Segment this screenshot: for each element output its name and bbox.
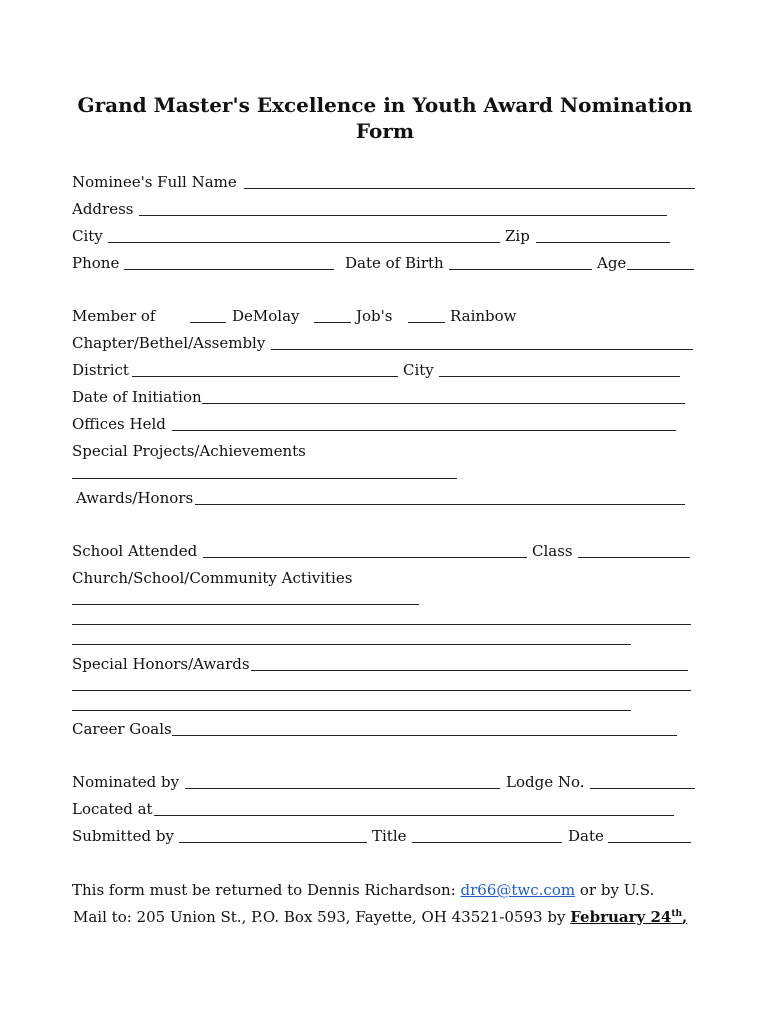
- jobs-checkbox-line[interactable]: [314, 322, 351, 323]
- school-field[interactable]: [203, 557, 527, 558]
- submitted-by-field[interactable]: [179, 842, 367, 843]
- special-honors-field-1[interactable]: [251, 670, 688, 671]
- career-label: Career Goals: [72, 720, 172, 738]
- city2-field[interactable]: [439, 376, 680, 377]
- nominee-name-label: Nominee's Full Name: [72, 173, 237, 191]
- zip-field[interactable]: [536, 242, 670, 243]
- activities-field-2[interactable]: [72, 624, 691, 625]
- located-at-field[interactable]: [154, 815, 674, 816]
- address-field[interactable]: [139, 215, 667, 216]
- district-field[interactable]: [132, 376, 398, 377]
- district-label: District: [72, 361, 129, 379]
- lodge-no-label: Lodge No.: [506, 773, 585, 791]
- city-field[interactable]: [108, 242, 500, 243]
- submitted-by-label: Submitted by: [72, 827, 174, 845]
- activities-field-1[interactable]: [72, 604, 419, 605]
- projects-label: Special Projects/Achievements: [72, 442, 306, 460]
- career-field[interactable]: [172, 735, 677, 736]
- activities-field-3[interactable]: [72, 644, 631, 645]
- footer-line-1: [72, 879, 654, 901]
- row-district-city: [72, 359, 702, 381]
- row-address: [72, 198, 702, 220]
- email-link[interactable]: dr66@twc.com: [460, 881, 576, 899]
- zip-label: Zip: [505, 227, 530, 245]
- rainbow-checkbox-line[interactable]: [408, 322, 445, 323]
- date-label: Date: [568, 827, 604, 845]
- age-label: Age: [597, 254, 627, 272]
- city-label: City: [72, 227, 103, 245]
- footer-mail-text: or by U.S.: [579, 881, 655, 899]
- footer-address-text: Mail to: 205 Union St., P.O. Box 593, Fayette, OH 43521-0593 by: [73, 908, 566, 926]
- chapter-label: Chapter/Bethel/Assembly: [72, 334, 266, 352]
- rainbow-label: Rainbow: [450, 307, 517, 325]
- nominee-name-field[interactable]: [244, 188, 695, 189]
- class-field[interactable]: [578, 557, 690, 558]
- demolay-label: DeMolay: [232, 307, 300, 325]
- phone-field[interactable]: [124, 269, 334, 270]
- address-label: Address: [72, 200, 134, 218]
- row-city-zip: [72, 225, 702, 247]
- title-field-label: Title: [372, 827, 407, 845]
- offices-label: Offices Held: [72, 415, 166, 433]
- date-field[interactable]: [608, 842, 691, 843]
- special-honors-field-3[interactable]: [72, 710, 631, 711]
- row-chapter: [72, 332, 702, 354]
- deadline-punct: ,: [682, 908, 688, 926]
- page-title: Grand Master's Excellence in Youth Award Nomination Form: [77, 93, 693, 143]
- dob-label: Date of Birth: [345, 254, 444, 272]
- row-phone-dob-age: [72, 252, 702, 274]
- row-nominated-lodge: [72, 771, 702, 793]
- initiation-field[interactable]: [202, 403, 685, 404]
- special-honors-label: Special Honors/Awards: [72, 655, 250, 673]
- footer-line-2: [73, 906, 687, 928]
- dob-field[interactable]: [449, 269, 592, 270]
- deadline-suffix: th: [671, 909, 683, 919]
- row-awards: [72, 487, 702, 509]
- row-career: [72, 718, 702, 740]
- member-of-label: Member of: [72, 307, 156, 325]
- row-school-class: [72, 540, 702, 562]
- row-offices: [72, 413, 702, 435]
- projects-field[interactable]: [72, 478, 457, 479]
- title-field[interactable]: [412, 842, 562, 843]
- row-initiation: [72, 386, 702, 408]
- phone-label: Phone: [72, 254, 120, 272]
- initiation-label: Date of Initiation: [72, 388, 202, 406]
- nominated-by-label: Nominated by: [72, 773, 180, 791]
- awards-label: Awards/Honors: [76, 489, 194, 507]
- jobs-label: Job's: [356, 307, 393, 325]
- class-label: Class: [532, 542, 573, 560]
- city2-label: City: [403, 361, 434, 379]
- activities-label: Church/School/Community Activities: [72, 569, 353, 587]
- deadline: [570, 908, 687, 926]
- row-activities: [72, 567, 702, 589]
- age-field[interactable]: [627, 269, 694, 270]
- deadline-date: February 24: [570, 908, 672, 926]
- located-at-label: Located at: [72, 800, 153, 818]
- row-submitted-title-date: [72, 825, 702, 847]
- row-located-at: [72, 798, 702, 820]
- school-label: School Attended: [72, 542, 198, 560]
- special-honors-field-2[interactable]: [72, 690, 691, 691]
- offices-field[interactable]: [172, 430, 676, 431]
- row-nominee-name: [72, 171, 702, 193]
- lodge-no-field[interactable]: [590, 788, 695, 789]
- demolay-checkbox-line[interactable]: [190, 322, 226, 323]
- footer-return-text: This form must be returned to Dennis Richardson:: [72, 881, 456, 899]
- row-member-of: [72, 305, 702, 327]
- row-special-honors: [72, 653, 702, 675]
- nominated-by-field[interactable]: [185, 788, 500, 789]
- row-projects: [72, 440, 702, 462]
- awards-field[interactable]: [195, 504, 685, 505]
- chapter-field[interactable]: [271, 349, 693, 350]
